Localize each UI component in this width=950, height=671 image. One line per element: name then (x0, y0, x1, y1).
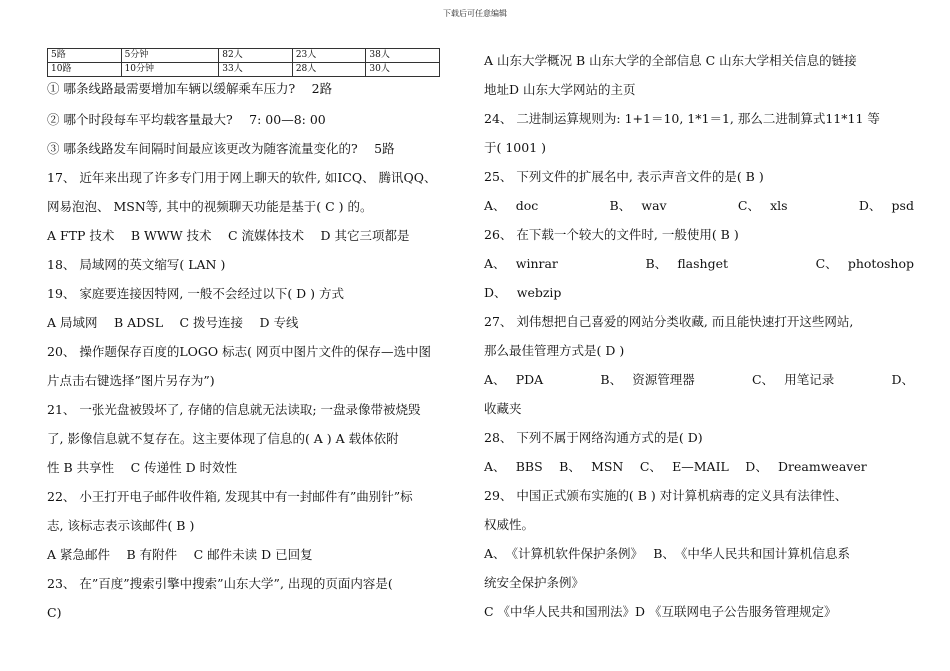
question-line: A FTP 技术 B WWW 技术 C 流媒体技术 D 其它三项都是 (47, 228, 410, 243)
table-row (48, 49, 440, 63)
question-line: 18、 局域网的英文缩写( LAN ) (47, 257, 226, 272)
question-line: ① 哪条线路最需要增加车辆以缓解乘车压力? 2路 (47, 81, 333, 96)
table-cell: 30人 (366, 63, 440, 77)
route-table (47, 48, 440, 77)
question-line: A 紧急邮件 B 有附件 C 邮件未读 D 已回复 (47, 547, 313, 562)
question-line: 26、 在下载一个较大的文件时, 一般使用( B ) (484, 227, 739, 242)
option: D、 (891, 372, 914, 387)
question-line: 24、 二进制运算规则为: 1+1＝10, 1*1＝1, 那么二进制算式11*11 等 (484, 111, 880, 126)
question-line: 17、 近年来出现了许多专门用于网上聊天的软件, 如ICQ、 腾讯QQ、 (47, 170, 437, 185)
option: A、 PDA (484, 372, 544, 387)
question-line: 27、 刘伟想把自己喜爱的网站分类收藏, 而且能快速打开这些网站, (484, 314, 854, 329)
question-line: 那么最佳管理方式是( D ) (484, 343, 625, 358)
question-line: A、 《计算机软件保护条例》 B、 《中华人民共和国计算机信息系 (484, 546, 850, 561)
page-header: 下载后可任意编辑 (443, 9, 507, 18)
right-column (484, 46, 914, 626)
table-cell: 5分钟 (121, 49, 219, 63)
question-line: ③ 哪条线路发车间隔时间最应该更改为随客流量变化的? 5路 (47, 141, 395, 156)
option: C、 用笔记录 (751, 372, 835, 387)
question-line: 23、 在”百度”搜索引擎中搜索”山东大学”, 出现的页面内容是( (47, 576, 393, 591)
table-cell: 5路 (48, 49, 122, 63)
question-line: ② 哪个时段每车平均载客量最大? 7: 00—8: 00 (47, 112, 326, 127)
table-row (48, 63, 440, 77)
question-line: 21、 一张光盘被毁坏了, 存储的信息就无法读取; 一盘录像带被烧毁 (47, 402, 421, 417)
question-line: 于( 1001 ) (484, 140, 547, 155)
options-row (484, 249, 914, 278)
question-line: D、 webzip (484, 285, 562, 300)
left-column (47, 48, 472, 627)
option: A、 doc (484, 198, 539, 213)
options-row: A、 BBS B、 MSN C、 E—MAIL D、 Dreamweaver (484, 459, 867, 474)
question-line: A 山东大学概况 B 山东大学的全部信息 C 山东大学相关信息的链接 (484, 53, 857, 68)
table-cell: 82人 (219, 49, 293, 63)
question-line: C 《中华人民共和国刑法》D 《互联网电子公告服务管理规定》 (484, 604, 837, 619)
question-line: 19、 家庭要连接因特网, 一般不会经过以下( D ) 方式 (47, 286, 345, 301)
option: B、 资源管理器 (600, 372, 695, 387)
question-line: C) (47, 605, 62, 620)
options-row (484, 191, 914, 220)
option: A、 winrar (484, 256, 558, 271)
question-line: 28、 下列不属于网络沟通方式的是( D) (484, 430, 703, 445)
question-line: 29、 中国正式颁布实施的( B ) 对计算机病毒的定义具有法律性、 (484, 488, 848, 503)
option: B、 flashget (645, 256, 729, 271)
table-cell: 23人 (292, 49, 366, 63)
table-cell: 10路 (48, 63, 122, 77)
question-line: 性 B 共享性 C 传递性 D 时效性 (47, 460, 238, 475)
table-cell: 10分钟 (121, 63, 219, 77)
table-cell: 33人 (219, 63, 293, 77)
option: C、 xls (737, 198, 788, 213)
question-line: 20、 操作题保存百度的LOGO 标志( 网页中图片文件的保存—选中图 (47, 344, 431, 359)
options-row (484, 365, 914, 394)
question-line: 25、 下列文件的扩展名中, 表示声音文件的是( B ) (484, 169, 764, 184)
question-line: 权威性。 (484, 517, 535, 532)
question-line: 统安全保护条例》 (484, 575, 585, 590)
option: C、 photoshop (815, 256, 914, 271)
option: D、 psd (858, 198, 914, 213)
question-line: 收藏夹 (484, 401, 522, 416)
question-line: 22、 小王打开电子邮件收件箱, 发现其中有一封邮件有”曲别针”标 (47, 489, 413, 504)
table-cell: 38人 (366, 49, 440, 63)
table-cell: 28人 (292, 63, 366, 77)
question-line: 了, 影像信息就不复存在。这主要体现了信息的( A ) A 载体依附 (47, 431, 399, 446)
question-line: 志, 该标志表示该邮件( B ) (47, 518, 195, 533)
option: B、 wav (609, 198, 667, 213)
question-line: A 局域网 B ADSL C 拨号连接 D 专线 (47, 315, 299, 330)
question-line: 地址D 山东大学网站的主页 (484, 82, 636, 97)
question-line: 片点击右键选择”图片另存为”) (47, 373, 215, 388)
question-line: 网易泡泡、 MSN等, 其中的视频聊天功能是基于( C ) 的。 (47, 199, 373, 214)
